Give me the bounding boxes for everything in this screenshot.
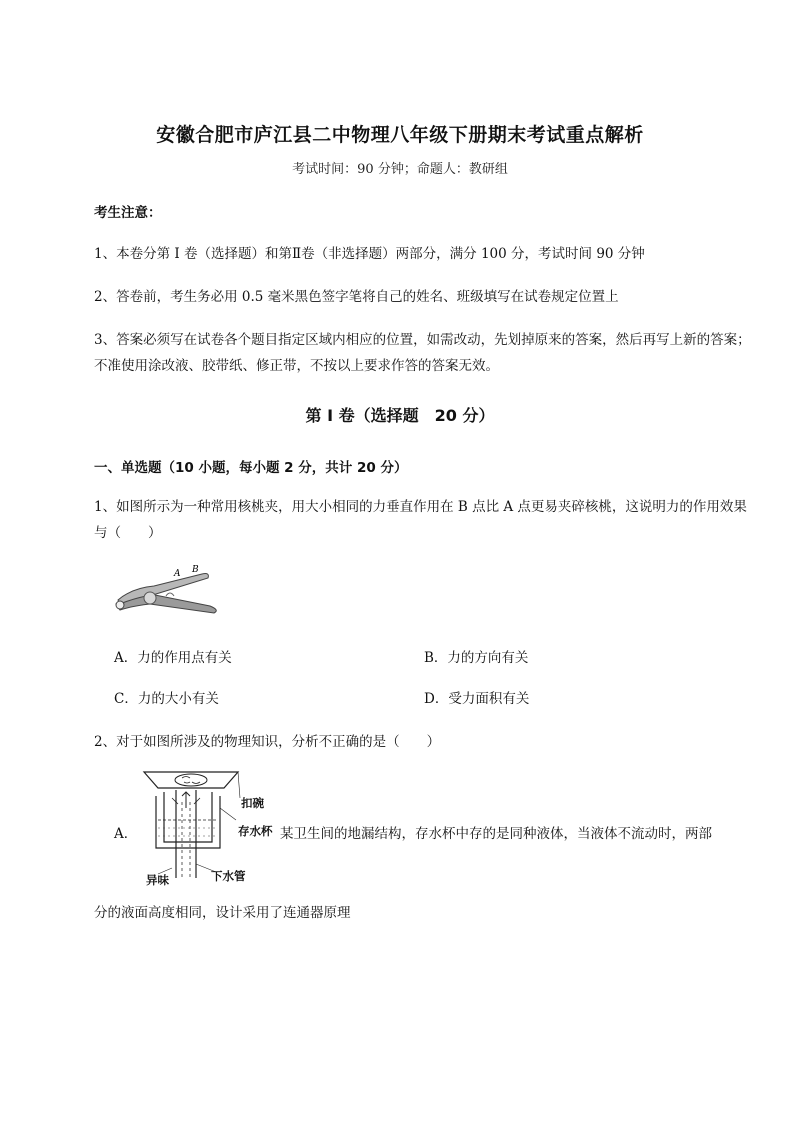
q2-option-a-text-line1: 某卫生间的地漏结构，存水杯中存的是同种液体，当液体不流动时，两部 — [280, 826, 712, 842]
question-2-stem: 2、对于如图所涉及的物理知识，分析不正确的是（ ） — [94, 734, 441, 750]
point-a-label: A — [174, 569, 181, 579]
exam-info: 考试时间：90 分钟；命题人：教研组 — [292, 162, 508, 177]
page-title: 安徽合肥市庐江县二中物理八年级下册期末考试重点解析 — [156, 124, 644, 146]
label-water-cup: 存水杯 — [238, 824, 273, 838]
label-drain-pipe: 下水管 — [211, 869, 246, 883]
q2-option-a-label[interactable]: A． — [114, 826, 138, 842]
q2-option-a-text-line2: 分的液面高度相同，设计采用了连通器原理 — [94, 905, 351, 921]
nutcracker-figure — [110, 560, 230, 620]
label-bowl: 扣碗 — [241, 796, 264, 810]
q1-option-d[interactable]: D．受力面积有关 — [424, 691, 530, 707]
question-1-stem: 1、如图所示为一种常用核桃夹，用大小相同的力垂直作用在 B 点比 A 点更易夹碎核桃，这说明力的作用效果与（ ） — [94, 499, 747, 541]
point-b-label: B — [192, 565, 199, 575]
notice-item-3: 3、答案必须写在试卷各个题目指定区域内相应的位置，如需改动，先划掉原来的答案，然后再写上新的答案；不准使用涂改液、胶带纸、修正带，不按以上要求作答的答案无效。 — [94, 332, 751, 374]
part-heading: 一、单选题（10 小题，每小题 2 分，共计 20 分） — [94, 460, 408, 476]
q1-option-a[interactable]: A．力的作用点有关 — [114, 650, 232, 666]
notice-item-2: 2、答卷前，考生务必用 0.5 毫米黑色签字笔将自己的姓名、班级填写在试卷规定位置上 — [94, 289, 619, 305]
notice-item-1: 1、本卷分第 I 卷（选择题）和第Ⅱ卷（非选择题）两部分，满分 100 分，考试时间 90 分钟 — [94, 246, 645, 262]
q1-option-b[interactable]: B．力的方向有关 — [424, 650, 529, 666]
notice-heading: 考生注意： — [94, 205, 162, 221]
label-odor: 异味 — [146, 873, 169, 887]
section-title: 第 I 卷（选择题 20 分） — [305, 406, 495, 425]
q1-option-c[interactable]: C．力的大小有关 — [114, 691, 219, 707]
